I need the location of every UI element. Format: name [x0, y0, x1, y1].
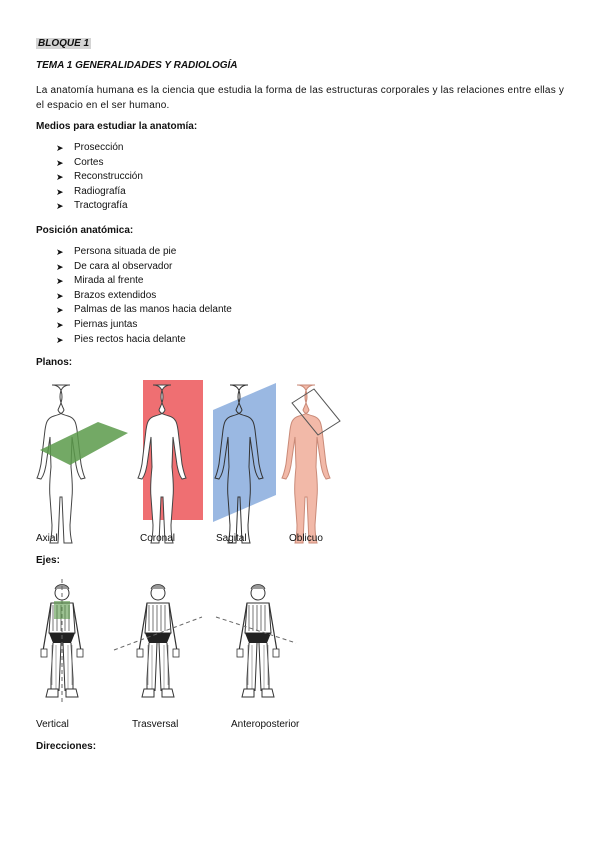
position-heading: Posición anatómica: — [36, 225, 134, 236]
arrow-bullet-icon: ➤ — [56, 157, 64, 168]
anteroposterior-axis-body — [237, 585, 279, 698]
plane-label-axial: Axial — [36, 533, 58, 544]
methods-list — [56, 141, 143, 214]
list-item: ➤ Brazos extendidos — [56, 289, 232, 304]
block-title — [36, 38, 91, 49]
arrow-bullet-icon: ➤ — [56, 247, 64, 257]
list-item: ➤ Mirada al frente — [56, 274, 232, 289]
arrow-bullet-icon: ➤ — [56, 201, 64, 212]
coronal-plane-figure — [138, 380, 203, 543]
arrow-bullet-icon: ➤ — [56, 143, 64, 153]
transverse-axis-figure — [114, 585, 202, 698]
methods-heading: Medios para estudiar la anatomía: — [36, 121, 198, 132]
list-item: ➤ Reconstrucción — [56, 170, 143, 185]
plane-label-sagital: Sagital — [216, 533, 247, 544]
planes-heading: Planos: — [36, 357, 73, 368]
intro-paragraph: La anatomía humana es la ciencia que estudia la forma de las estructuras corporales y las relaciones entre ellas y el espacio en el ser humano. — [36, 85, 565, 111]
arrow-bullet-icon: ➤ — [56, 305, 64, 316]
vertical-axis-highlight — [54, 601, 70, 619]
position-list — [56, 245, 232, 347]
list-item: ➤ Palmas de las manos hacia delante — [56, 303, 232, 318]
axes-figure — [0, 575, 600, 710]
oblique-body — [282, 385, 330, 543]
list-item: ➤ Tractografía — [56, 199, 143, 214]
arrow-bullet-icon: ➤ — [56, 261, 64, 272]
axis-label-trasversal: Trasversal — [132, 719, 179, 730]
arrow-bullet-icon: ➤ — [56, 172, 64, 183]
transverse-axis-body — [137, 585, 179, 698]
directions-heading: Direcciones: — [36, 741, 97, 752]
arrow-bullet-icon: ➤ — [56, 276, 64, 287]
plane-label-oblicuo: Oblicuo — [289, 533, 323, 544]
planes-figure — [0, 375, 600, 535]
block-title-text: BLOQUE 1 — [38, 38, 90, 49]
axial-plane-figure — [37, 385, 128, 543]
arrow-bullet-icon: ➤ — [56, 319, 64, 330]
list-item: ➤ Piernas juntas — [56, 318, 232, 333]
plane-label-coronal: Coronal — [140, 533, 176, 544]
axis-label-vertical: Vertical — [36, 719, 69, 730]
list-item: ➤ Cortes — [56, 156, 143, 171]
list-item: ➤ De cara al observador — [56, 260, 232, 275]
list-item: ➤ Radiografía — [56, 185, 143, 200]
arrow-bullet-icon: ➤ — [56, 290, 64, 301]
axis-label-anteroposterior: Anteroposterior — [231, 719, 300, 730]
arrow-bullet-icon: ➤ — [56, 186, 64, 197]
sagittal-plane-figure — [213, 383, 276, 543]
list-item: ➤ Persona situada de pie — [56, 245, 232, 260]
axes-heading: Ejes: — [36, 555, 60, 566]
topic-title: TEMA 1 GENERALIDADES Y RADIOLOGÍA — [36, 60, 238, 71]
axial-body — [37, 385, 85, 543]
sagittal-plane — [213, 383, 276, 522]
list-item: ➤ Pies rectos hacia delante — [56, 333, 232, 348]
list-item: ➤ Prosección — [56, 141, 143, 156]
oblique-plane-figure — [282, 385, 340, 543]
vertical-axis-figure — [41, 579, 83, 703]
anteroposterior-axis-figure — [216, 585, 296, 698]
arrow-bullet-icon: ➤ — [56, 334, 64, 345]
